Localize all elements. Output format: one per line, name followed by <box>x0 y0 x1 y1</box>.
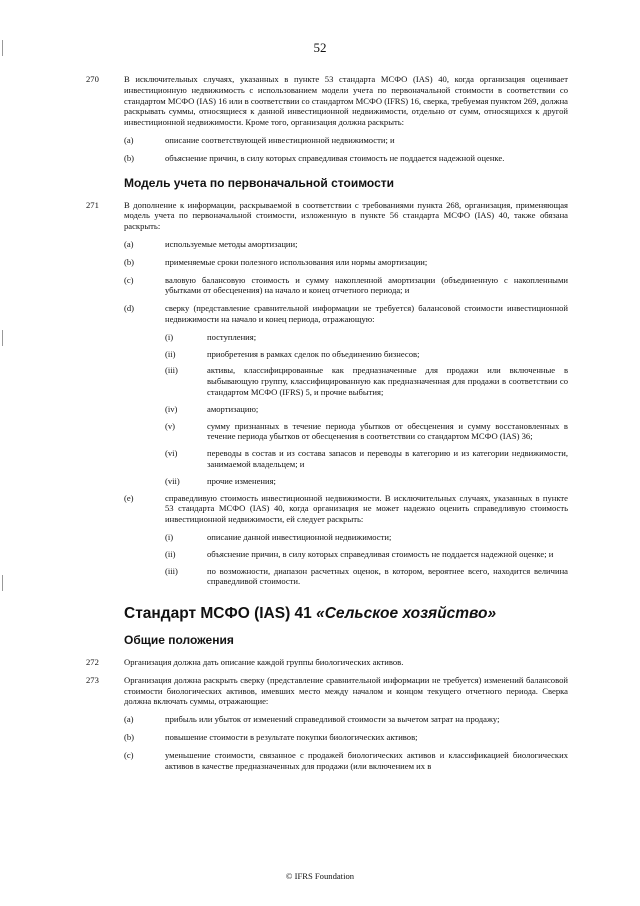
list-text: приобретения в рамках сделок по объединению бизнесов; <box>207 348 420 359</box>
sub-list-item <box>0 448 640 470</box>
list-label: (v) <box>165 420 176 431</box>
section-heading: Модель учета по первоначальной стоимости <box>124 175 395 190</box>
list-item <box>0 257 640 268</box>
paragraph-272 <box>0 657 640 668</box>
list-item <box>0 135 640 146</box>
standard-heading-prefix: Стандарт МСФО (IAS) 41 <box>124 605 317 623</box>
list-label: (e) <box>124 492 134 503</box>
list-text: прибыль или убыток от изменений справедливой стоимости за вычетом затрат на продажу; <box>165 714 500 725</box>
sub-list-item <box>0 332 640 343</box>
list-label: (i) <box>165 531 174 542</box>
list-label: (vii) <box>165 475 180 486</box>
list-text: объяснение причин, в силу которых справедливая стоимость не поддается надежной оценке; и <box>207 548 554 559</box>
list-item <box>0 493 640 525</box>
paragraph-number: 273 <box>86 674 99 685</box>
list-text: амортизацию; <box>207 403 259 414</box>
paragraph-text: В исключительных случаях, указанных в пункте 53 стандарта МСФО (IAS) 40, когда организация оценивает инвестиционную недвижимость с использованием модели учета по первоначальной стоимости в соответствии со стандартом МСФО (IAS) 16 или в соответствии со стандартом МСФО (IFRS) 16, сверка, требуемая пунктом 269, должна раскрывать суммы, относящиеся к данной инвестиционной недвижимости, отдельно от сумм, относящихся к другой инвестиционной недвижимости. Кроме того, организация должна раскрыть: <box>124 74 568 128</box>
list-text: справедливую стоимость инвестиционной недвижимости. В исключительных случаях, указанных в пункте 53 стандарта МСФО (IAS) 40, когда организация не может надежно оценить справедливую стоимость инвестиционной недвижимости, ей следует раскрыть: <box>165 492 568 525</box>
list-item <box>0 275 640 297</box>
section-investment-property <box>0 74 640 587</box>
list-label: (d) <box>124 303 135 314</box>
paragraph-271 <box>0 200 640 232</box>
paragraph-273 <box>0 675 640 707</box>
list-text: по возможности, диапазон расчетных оценок, в котором, вероятнее всего, находится величина справедливой стоимости. <box>207 565 568 587</box>
list-label: (c) <box>124 274 134 285</box>
paragraph-270 <box>0 74 640 128</box>
list-text: сумму признанных в течение периода убытков от обесценения и сумму восстановленных в течение периода убытков от обесценения в соответствии со стандартом МСФО (IAS) 36; <box>207 420 568 442</box>
list-item <box>0 732 640 743</box>
general-heading: Общие положения <box>124 633 234 648</box>
sub-list-item <box>0 365 640 397</box>
list-label: (b) <box>124 256 135 267</box>
standard-heading-title: «Сельское хозяйство» <box>316 605 497 623</box>
list-text: переводы в состав и из состава запасов и переводы в категорию и из категории недвижимости, занимаемой владельцем; и <box>207 448 568 469</box>
list-label: (iv) <box>165 403 178 414</box>
list-text: уменьшение стоимости, связанное с продажей биологических активов и классификацией биологических активов в качестве предназначенных для продажи (или включением их в <box>165 749 568 771</box>
list-text: прочие изменения; <box>207 475 276 486</box>
list-item <box>0 303 640 325</box>
sub-list-item <box>0 404 640 415</box>
paragraph-number: 270 <box>86 74 99 84</box>
paragraph-text: Организация должна раскрыть сверку (представление сравнительной информации не требуется) изменений балансовой стоимости биологических активов, имевших место между началом и концом текущего отчетного периода. Сверка должна включать суммы, отражающие: <box>124 674 568 707</box>
list-label: (ii) <box>165 548 176 559</box>
paragraph-number: 271 <box>86 199 99 210</box>
sub-list-item <box>0 566 640 588</box>
sub-list-item <box>0 421 640 443</box>
sub-list-item <box>0 549 640 560</box>
paragraph-number: 272 <box>86 657 99 668</box>
list-text: активы, классифицированные как предназначенные для продажи или включенные в выбывающую группу, классифицированную как предназначенная для продажи в соответствии со стандартом МСФО (IFRS) 5, и прочие выбытия; <box>207 365 568 397</box>
list-text: применяемые сроки полезного использования или нормы амортизации; <box>165 256 428 267</box>
list-text: поступления; <box>207 331 257 342</box>
list-item <box>0 714 640 725</box>
list-label: (iii) <box>165 365 178 376</box>
list-item <box>0 750 640 772</box>
list-label: (a) <box>124 714 134 725</box>
list-text: используемые методы амортизации; <box>165 238 298 249</box>
section-agriculture <box>0 657 640 771</box>
sub-list-item <box>0 476 640 487</box>
page-footer: © IFRS Foundation <box>285 871 355 881</box>
paragraph-text: В дополнение к информации, раскрываемой в соответствии с требованиями пункта 268, организация, применяющая модель учета по первоначальной стоимости, изложенную в пункте 56 стандарта МСФО (IAS) 40, также обязана раскрыть: <box>124 199 568 232</box>
page-content <box>0 74 640 778</box>
sub-list-item <box>0 349 640 360</box>
list-text: объяснение причин, в силу которых справедливая стоимость не поддается надежной оценке. <box>165 152 505 163</box>
list-item <box>0 153 640 164</box>
list-label: (i) <box>165 331 174 342</box>
list-label: (b) <box>124 152 135 163</box>
list-label: (vi) <box>165 448 178 459</box>
list-text: сверку (представление сравнительной информации не требуется) балансовой стоимости инвестиционной недвижимости на начало и конец периода, отражающую: <box>165 303 568 324</box>
standard-heading <box>0 605 640 623</box>
list-label: (a) <box>124 134 134 145</box>
sub-list-item <box>0 532 640 543</box>
paragraph-text: Организация должна дать описание каждой группы биологических активов. <box>124 657 404 668</box>
list-text: повышение стоимости в результате покупки биологических активов; <box>165 732 418 743</box>
list-label: (b) <box>124 732 135 743</box>
list-label: (ii) <box>165 348 176 359</box>
list-label: (iii) <box>165 565 178 576</box>
list-text: описание соответствующей инвестиционной недвижимости; и <box>165 134 395 145</box>
list-label: (a) <box>124 238 134 249</box>
list-text: описание данной инвестиционной недвижимости; <box>207 531 392 542</box>
list-text: валовую балансовую стоимость и сумму накопленной амортизации (объединенную с накопленными убытками от обесценения) на начало и конец отчетного периода; и <box>165 274 568 296</box>
page-number: 52 <box>313 40 327 55</box>
list-label: (c) <box>124 749 134 760</box>
list-item <box>0 239 640 250</box>
